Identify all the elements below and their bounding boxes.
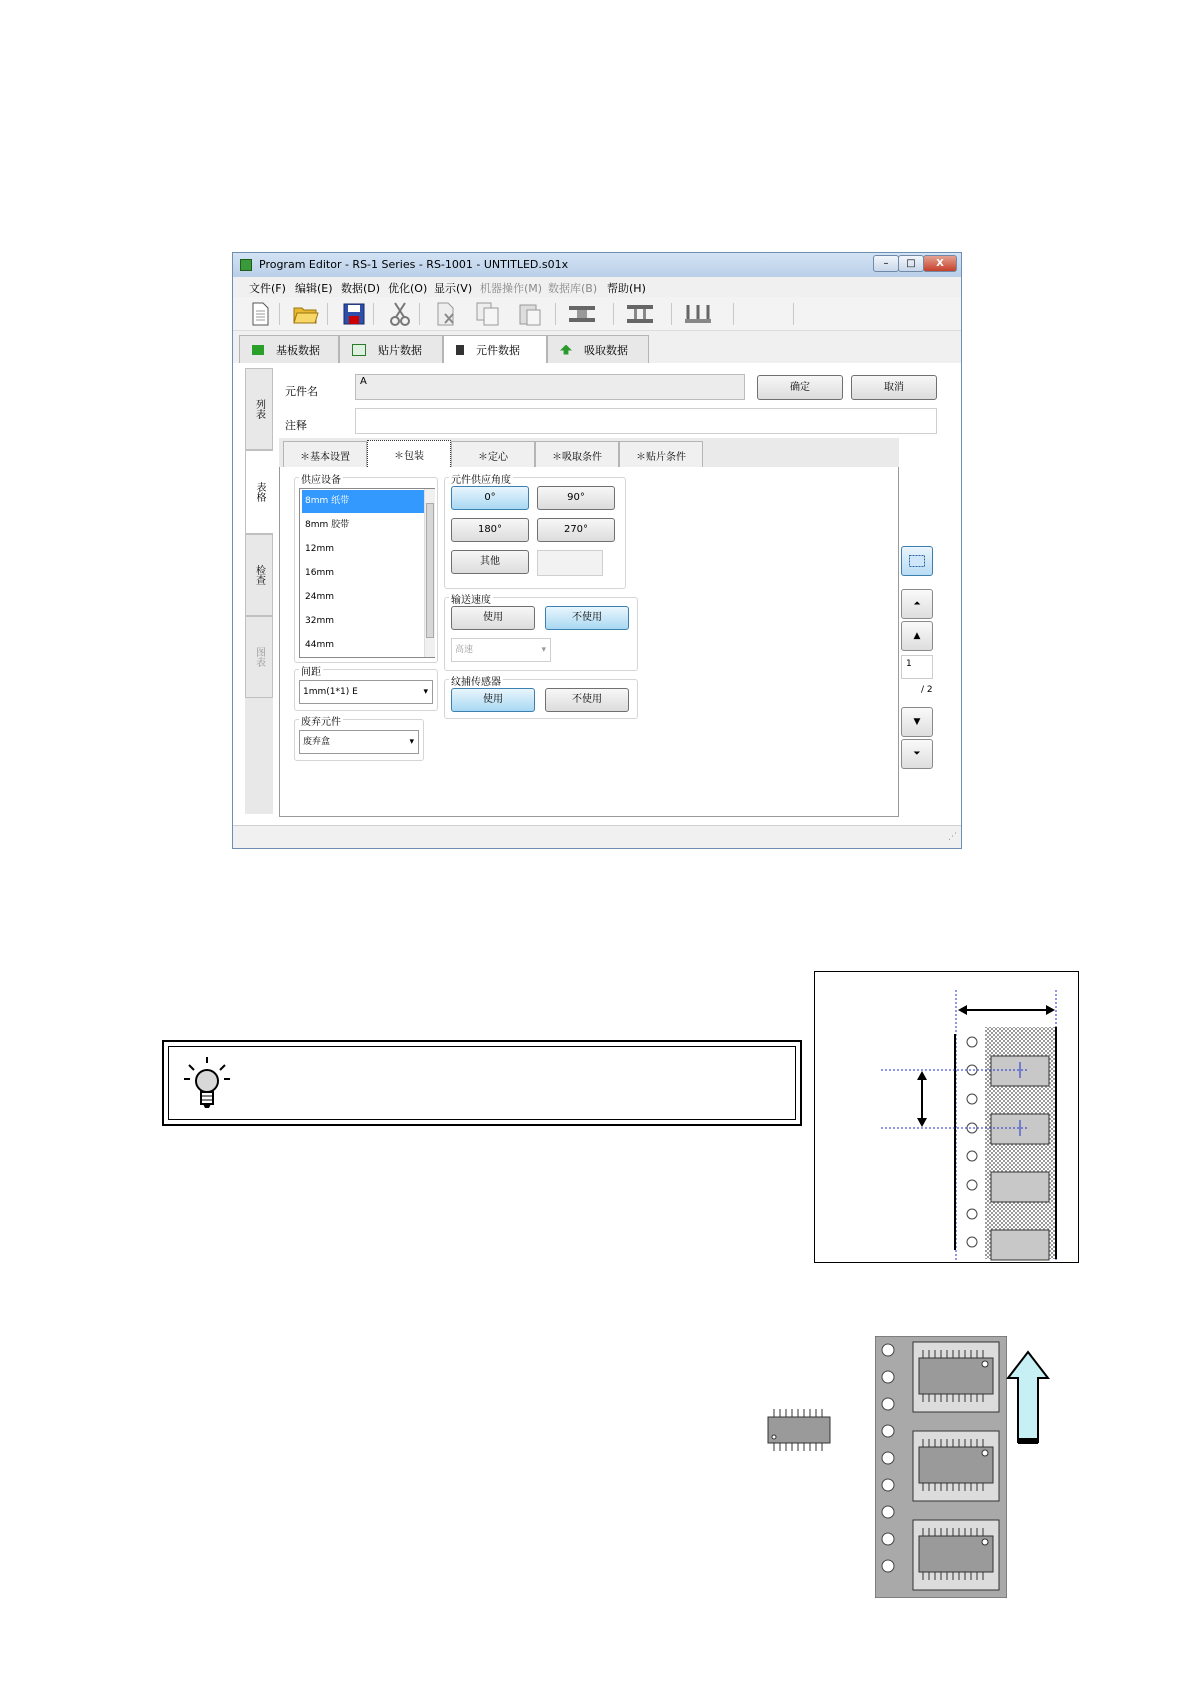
sensor-use-button[interactable]: 使用 (451, 688, 535, 712)
window-title: Program Editor - RS-1 Series - RS-1001 - UNTITLED.s01x (259, 258, 569, 271)
side-tab-strip (245, 368, 273, 814)
prev-page-button[interactable] (901, 621, 933, 651)
feed-speed-value: 高速 (455, 645, 474, 655)
angle-180-button[interactable]: 180° (451, 518, 529, 542)
menu-data[interactable]: 数据(D) (341, 282, 381, 295)
board-icon (252, 345, 264, 355)
menu-machine[interactable]: 机器操作(M) (480, 282, 543, 295)
maximize-button[interactable]: □ (898, 255, 924, 272)
status-bar (233, 825, 961, 848)
feeder-listbox[interactable] (299, 488, 435, 658)
menu-view[interactable]: 显示(V) (434, 282, 473, 295)
sensor-not-use-button[interactable]: 不使用 (545, 688, 629, 712)
save-icon[interactable] (339, 301, 369, 327)
menu-file[interactable]: 文件(F) (249, 282, 286, 295)
feed-speed-select[interactable] (451, 638, 551, 662)
sensor-group (444, 679, 638, 719)
menu-database[interactable]: 数据库(B) (548, 282, 598, 295)
page-number-field[interactable]: 1 (901, 655, 933, 679)
tab-label: 元件数据 (476, 343, 520, 357)
sub-tab-bar (279, 438, 899, 468)
angle-other-field[interactable] (537, 550, 603, 576)
side-tab-list[interactable]: 列表 (245, 368, 273, 450)
delete-icon[interactable] (431, 301, 461, 327)
angle-other-button[interactable]: 其他 (451, 550, 529, 574)
chevron-down-icon: ▾ (423, 687, 428, 697)
down-arrow-icon: ▼ (913, 717, 921, 727)
lightbulb-icon (183, 1055, 231, 1111)
first-icon: ⏶ (913, 599, 921, 609)
resize-grip-icon[interactable]: ⋰ (948, 832, 957, 842)
chevron-down-icon: ▾ (541, 645, 546, 655)
page-total: / 2 (921, 685, 933, 695)
subtab-centering[interactable]: ＊定心 (451, 441, 535, 468)
feeder-scrollbar[interactable] (424, 489, 435, 657)
up-arrow-icon: ▲ (913, 631, 921, 641)
side-tab-chart[interactable]: 图表 (245, 616, 273, 698)
subtab-mount-conditions[interactable]: ＊贴片条件 (619, 441, 703, 468)
last-icon: ⏷ (913, 749, 921, 759)
angle-group (444, 477, 626, 589)
scroll-thumb[interactable] (426, 503, 434, 638)
view-icon (909, 555, 925, 567)
angle-90-button[interactable]: 90° (537, 486, 615, 510)
paste-icon[interactable] (515, 301, 545, 327)
sensor-title: 纹捕传感器 (449, 673, 503, 688)
pitch-select[interactable] (299, 680, 433, 704)
feed-speed-use-button[interactable]: 使用 (451, 606, 535, 630)
list-item[interactable]: 8mm 胶带 (305, 520, 350, 530)
feed-speed-group (444, 597, 638, 671)
side-tab-table[interactable]: 表格 (245, 450, 273, 534)
open-folder-icon[interactable] (291, 301, 321, 327)
title-bar[interactable] (233, 253, 961, 277)
new-file-icon[interactable] (245, 301, 275, 327)
list-item[interactable]: 12mm (305, 544, 334, 554)
ok-button[interactable]: 确定 (757, 375, 843, 400)
side-tab-check[interactable]: 检查 (245, 534, 273, 616)
next-page-button[interactable] (901, 707, 933, 737)
tab-mount-data[interactable] (339, 335, 443, 363)
app-icon (240, 259, 252, 271)
menu-edit[interactable]: 编辑(E) (295, 282, 333, 295)
tab-board-data[interactable] (239, 335, 339, 363)
cut-icon[interactable] (385, 301, 415, 327)
editor-body (233, 363, 961, 825)
chevron-down-icon: ▾ (409, 737, 414, 747)
copy-icon[interactable] (473, 301, 503, 327)
pitch-group (294, 669, 438, 711)
tab-label: 贴片数据 (378, 343, 422, 357)
list-item[interactable]: 32mm (305, 616, 334, 626)
menu-bar (233, 277, 961, 297)
component-name-field[interactable]: A (355, 374, 745, 400)
main-tab-bar (233, 331, 961, 363)
last-page-button[interactable] (901, 739, 933, 769)
discard-group (294, 719, 424, 761)
list-item[interactable]: 24mm (305, 592, 334, 602)
chip-icon (456, 345, 464, 355)
tape-pitch-drawing (815, 972, 1078, 1262)
list-item[interactable]: 8mm 纸带 (302, 490, 424, 513)
machine-icon-3[interactable] (683, 301, 713, 327)
feed-speed-not-use-button[interactable]: 不使用 (545, 606, 629, 630)
view-toggle-button[interactable] (901, 546, 933, 576)
pick-arrow-icon (560, 345, 572, 355)
tab-component-data[interactable] (443, 335, 547, 363)
subtab-basic-settings[interactable]: ＊基本设置 (283, 441, 367, 468)
discard-value: 废弃盒 (303, 737, 331, 747)
grid-icon (352, 344, 366, 356)
feeder-title: 供应设备 (299, 471, 343, 486)
close-button[interactable]: X (923, 255, 957, 272)
discard-title: 废弃元件 (299, 713, 343, 728)
toolbar (233, 297, 961, 331)
component-name-label: 元件名 (285, 385, 318, 398)
tip-box (162, 1040, 802, 1126)
tape-pitch-diagram (814, 971, 1079, 1263)
subtab-packaging[interactable]: ＊包装 (367, 440, 451, 469)
subtab-pick-conditions[interactable]: ＊吸取条件 (535, 441, 619, 468)
ic-component-picture (764, 1405, 834, 1455)
program-editor-window (232, 252, 962, 849)
packaging-panel (279, 467, 899, 817)
tab-label: 基板数据 (276, 343, 320, 357)
menu-help[interactable]: 帮助(H) (607, 282, 646, 295)
machine-icon-2[interactable] (625, 301, 655, 327)
minimize-button[interactable]: – (873, 255, 899, 272)
machine-icon-1[interactable] (567, 301, 597, 327)
cancel-button[interactable]: 取消 (851, 375, 937, 400)
feed-direction-arrow-icon (1006, 1350, 1050, 1450)
tab-pick-data[interactable] (547, 335, 649, 363)
menu-optimize[interactable]: 优化(O) (388, 282, 428, 295)
angle-0-button[interactable]: 0° (451, 486, 529, 510)
ic-tape-picture (875, 1336, 1007, 1598)
pitch-title: 间距 (299, 663, 323, 678)
comment-label: 注释 (285, 419, 307, 432)
first-page-button[interactable] (901, 589, 933, 619)
angle-title: 元件供应角度 (449, 471, 513, 486)
list-item[interactable]: 44mm (305, 640, 334, 650)
comment-field[interactable] (355, 408, 937, 434)
list-item[interactable]: 16mm (305, 568, 334, 578)
feeder-group (294, 477, 438, 663)
feed-speed-title: 输送速度 (449, 591, 493, 606)
angle-270-button[interactable]: 270° (537, 518, 615, 542)
pitch-value: 1mm(1*1) E (303, 687, 358, 697)
tab-label: 吸取数据 (584, 343, 628, 357)
discard-select[interactable] (299, 730, 419, 754)
